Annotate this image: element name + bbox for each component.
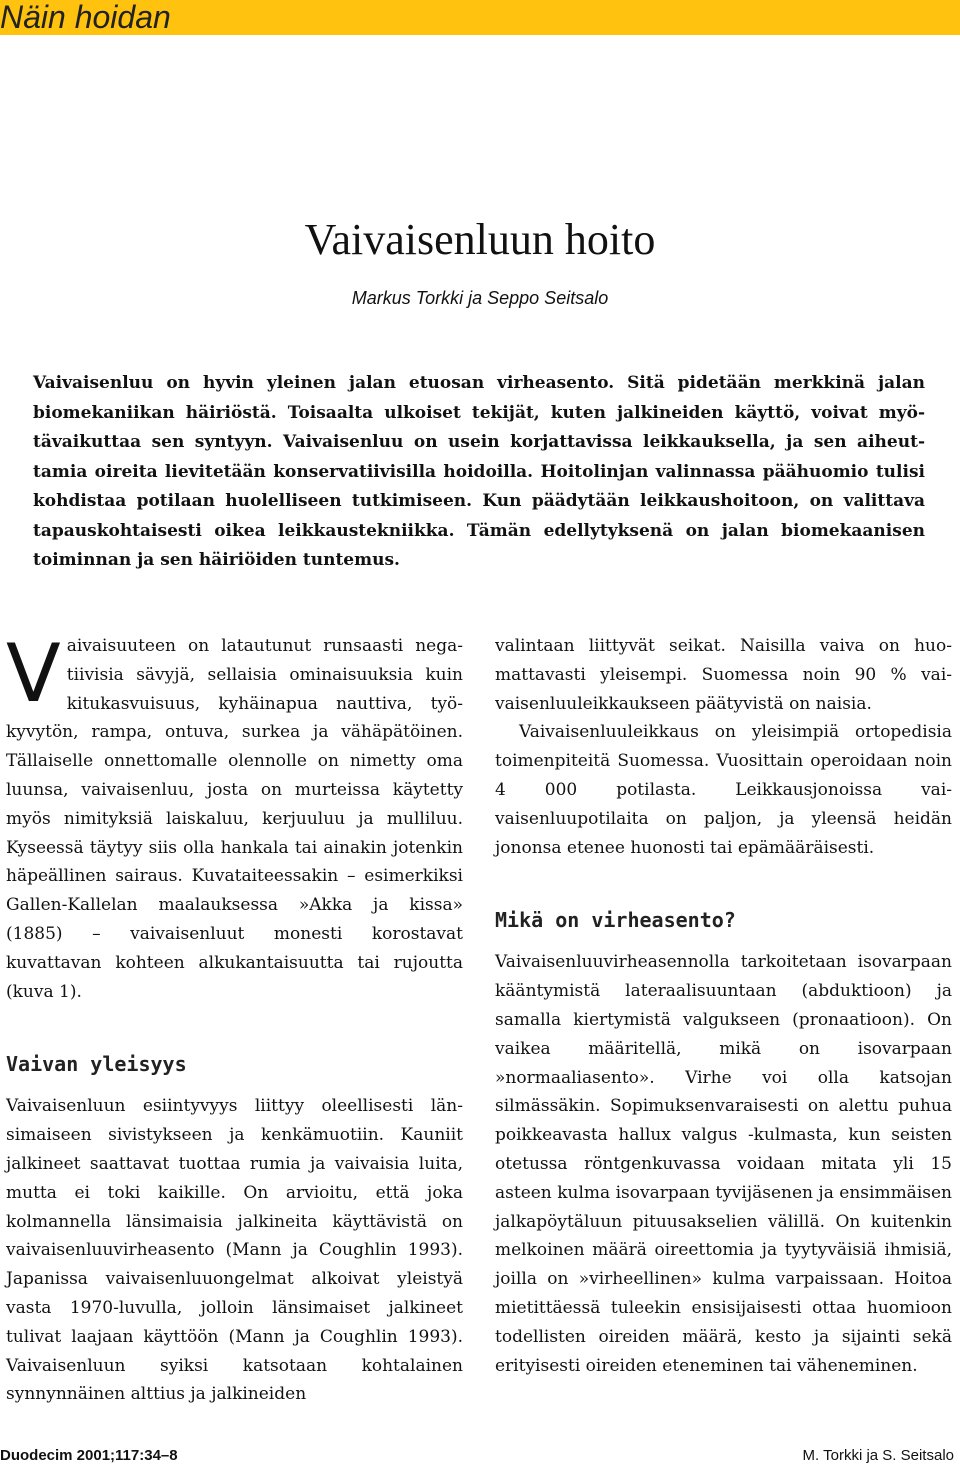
right-column xyxy=(495,632,952,1380)
paragraph-continuation: valintaan liittyvät seikat. Naisilla vaiva on huomattavasti yleisempi. Suomessa noin 90 % vaivaisenluuleikkaukseen päätyvistä on naisia. xyxy=(495,636,952,714)
intro-paragraph xyxy=(6,627,463,1006)
footer-citation: Duodecim 2001;117:34–8 xyxy=(0,1447,178,1464)
intro-text: aivaisuuteen on latautunut runsaasti negatiivisia sävyjä, sellaisia ominaisuuksia kuin kitukasvuisuus, kyhäinapua nauttiva, työkyvytön, rampa, ontuva, surkea ja vähäpätöinen. Tällaiselle onnettomalle olennolle on nimetty oma luunsa, vaivaisenluu, josta on murteissa käytetty myös nimityksiä laiskaluu, kerjuuluu ja mulliluu. Kyseessä täytyy siis olla hankala tai ainakin jotenkin häpeällinen sairaus. Kuvataiteessakin – esimerkiksi Gallen-Kallelan maalauksessa »Akka ja kissa» (1885) – vaivaisenluut monesti korostavat kuvattavan kohteen alkukantaisuutta tai rujoutta (kuva 1). xyxy=(6,636,463,1002)
article-title: Vaivaisenluun hoito xyxy=(304,215,656,264)
heading-virheasento: Mikä on virheasento? xyxy=(495,908,736,933)
paragraph-leikkaus: Vaivaisenluuleikkaus on yleisimpiä ortopedisia toimenpiteitä Suomessa. Vuosittain operoidaan noin 4 000 potilasta. Leikkausjonoissa vaivaisenluupotilaita on paljon, ja yleensä heidän jononsa etenee huonosti tai epämääräisesti. xyxy=(495,722,952,858)
paragraph-virheasento: Vaivaisenluuvirheasennolla tarkoitetaan isovarpaan kääntymistä lateraalisuuntaan (abduktioon) ja samalla kiertymistä valgukseen (pronaatioon). On vaikea määritellä, mikä on isovarpaan »normaaliasento». Virhe voi olla katsojan silmässäkin. Sopimuksenvaraisesti on alettu puhua poikkeavasta hallux valgus -kulmasta, kun seisten otetussa röntgenkuvassa voidaan mitata yli 15 asteen kulma isovarpaan tyvijäsenen ja ensimmäisen jalkapöytäluun pituusakselien välillä. On kuitenkin melkoinen määrä oireettomia ja tyytyväisiä ihmisiä, joilla on »virheellinen» kulma varpaissaan. Hoitoa mietittäessä tuleekin ensisijaisesti ottaa huomioon todellisten oireiden määrä, kesto ja sijainti sekä erityisesti oireiden eteneminen tai väheneminen. xyxy=(495,952,952,1376)
left-column xyxy=(6,627,463,1409)
footer-authors: M. Torkki ja S. Seitsalo xyxy=(802,1447,954,1464)
abstract: Vaivaisenluu on hyvin yleinen jalan etuosan virheasento. Sitä pidetään merkkinä jalan biomekaniikan häiriöstä. Toisaalta ulkoiset tekijät, kuten jalkineiden käyttö, voivat myötävaikuttaa sen syntyyn. Vaivaisenluu on usein korjattavissa leikkauksella, ja sen aiheuttamia oireita lievitetään konservatiivisilla hoidoilla. Hoitolinjan valinnassa päähuomio tulisi kohdistaa potilaan huolelliseen tutkimiseen. Kun päädytään leikkaushoitoon, on valittava tapauskohtaisesti oikea leikkaustekniikka. Tämän edellytyksenä on jalan biomekaanisen toiminnan ja sen häiriöiden tuntemus. xyxy=(33,373,925,570)
drop-cap: V xyxy=(6,627,61,720)
article-authors: Markus Torkki ja Seppo Seitsalo xyxy=(351,288,609,308)
paragraph-yleisyys: Vaivaisenluun esiintyvyys liittyy oleellisesti länsimaiseen sivistykseen ja kenkämuotiin. Kauniit jalkineet saattavat tuottaa rumia ja vaivaisia luita, mutta ei toki kaikille. On arvioitu, että joka kolmannella länsimaisia jalkineita käyttävistä on vaivaisenluuvirheasento (Mann ja Coughlin 1993). Japanissa vaivaisenluuongelmat alkoivat yleistyä vasta 1970-luvulla, jolloin länsimaiset jalkineet tulivat laajaan käyttöön (Mann ja Coughlin 1993). Vaivaisenluun syiksi katsotaan kohtalainen synnynnäinen alttius ja jalkineiden xyxy=(6,1096,463,1405)
section-label: Näin hoidan xyxy=(0,0,171,35)
heading-vaivan-yleisyys: Vaivan yleisyys xyxy=(6,1052,187,1077)
